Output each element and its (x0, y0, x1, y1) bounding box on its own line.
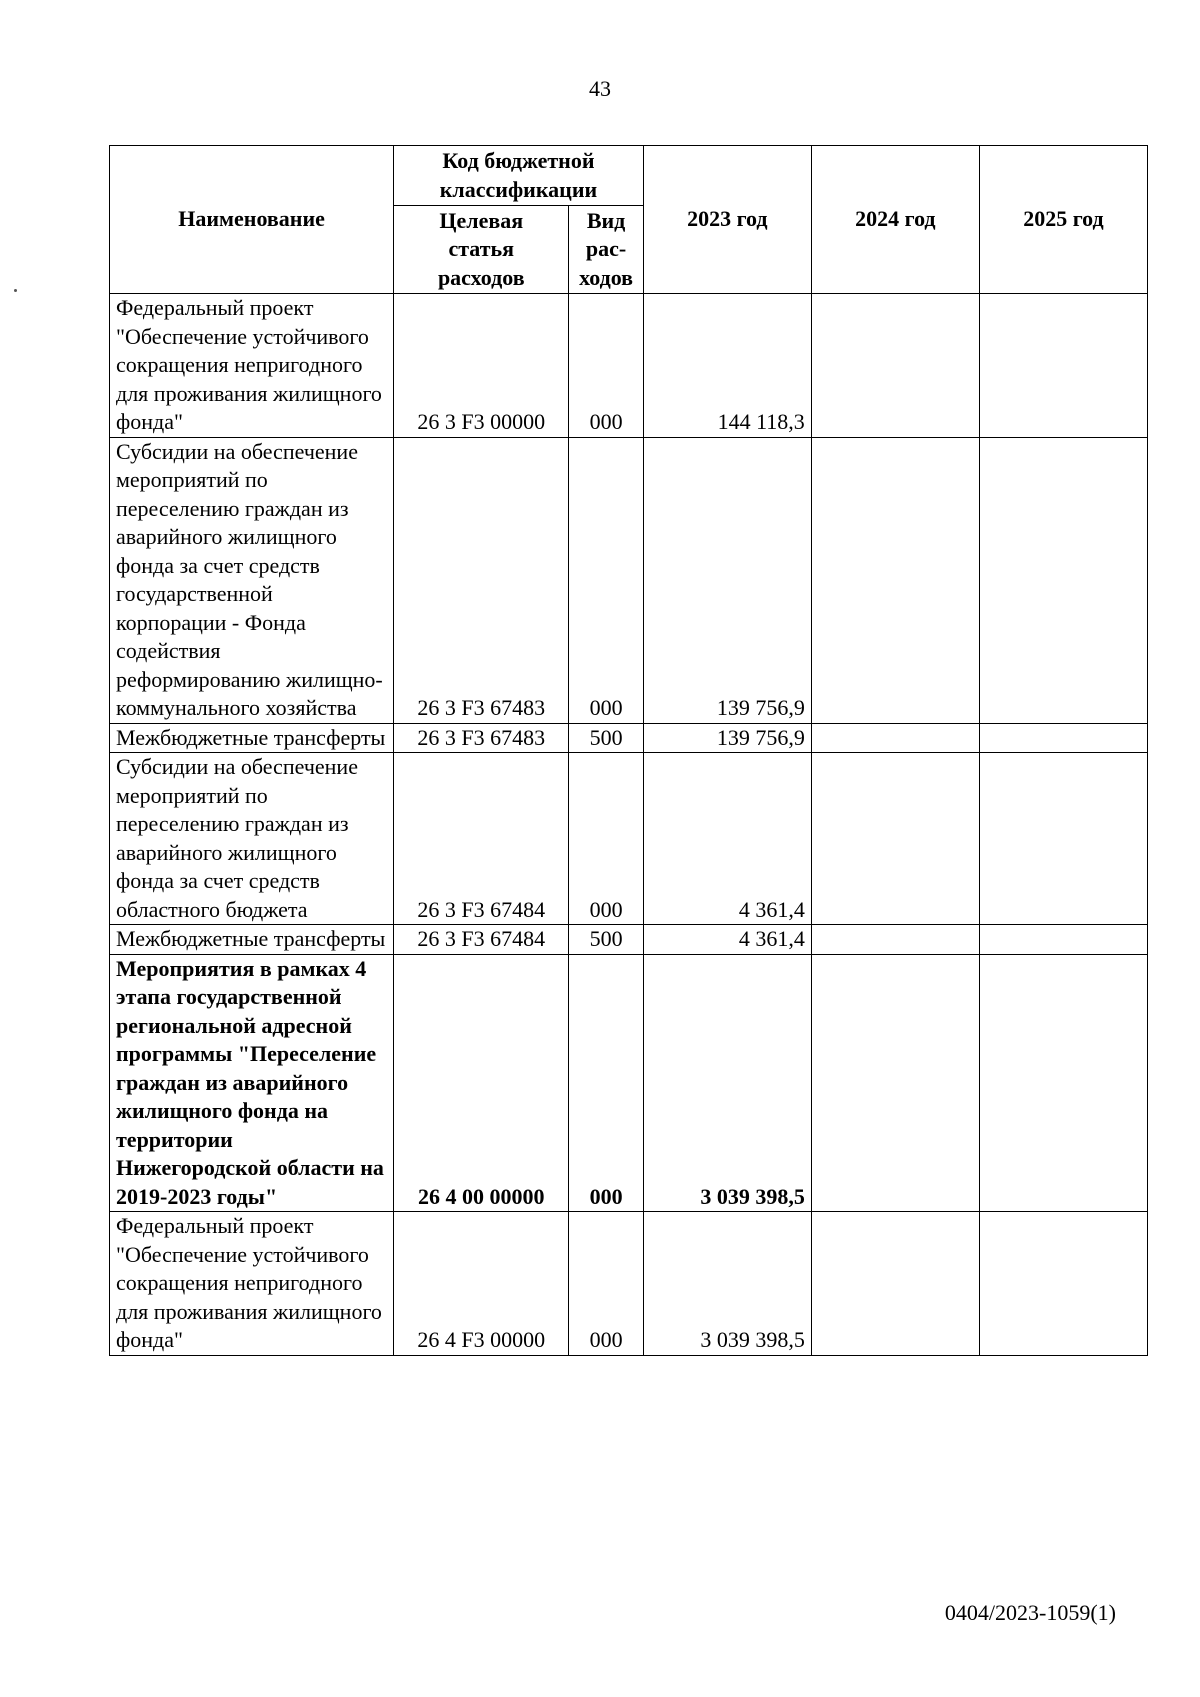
header-kind: Вид рас-ходов (569, 206, 643, 294)
header-kbk: Код бюджетной классификации (394, 146, 644, 206)
row-code: 26 4 00 00000 (394, 954, 569, 1212)
row-code: 26 3 F3 67484 (394, 753, 569, 925)
row-code: 26 4 F3 00000 (394, 1212, 569, 1356)
row-2025 (979, 294, 1147, 438)
table-header (110, 146, 1148, 294)
table-row (110, 925, 1148, 955)
header-2024: 2024 год (811, 146, 979, 294)
row-code: 26 3 F3 67483 (394, 723, 569, 753)
row-2025 (979, 437, 1147, 723)
row-2023: 144 118,3 (643, 294, 811, 438)
row-2025 (979, 753, 1147, 925)
row-2024 (811, 954, 979, 1212)
row-kind: 000 (569, 954, 643, 1212)
row-name: Федеральный проект "Обеспечение устойчивого сокращения непригодного для проживания жилищного фонда" (110, 294, 394, 438)
header-2025: 2025 год (979, 146, 1147, 294)
row-2024 (811, 294, 979, 438)
row-2023: 4 361,4 (643, 753, 811, 925)
row-2025 (979, 1212, 1147, 1356)
scan-dot (14, 289, 17, 292)
row-2024 (811, 723, 979, 753)
row-2024 (811, 925, 979, 955)
table-row (110, 437, 1148, 723)
row-code: 26 3 F3 67484 (394, 925, 569, 955)
table-row (110, 1212, 1148, 1356)
row-2023: 4 361,4 (643, 925, 811, 955)
row-2023: 139 756,9 (643, 437, 811, 723)
row-kind: 500 (569, 723, 643, 753)
row-kind: 000 (569, 1212, 643, 1356)
table-row (110, 753, 1148, 925)
row-kind: 000 (569, 753, 643, 925)
row-name: Субсидии на обеспечение мероприятий по переселению граждан из аварийного жилищного фонда за счет средств государственной корпорации - Фонда содействия реформированию жилищно-коммунального хозяйства (110, 437, 394, 723)
header-name: Наименование (110, 146, 394, 294)
row-2023: 3 039 398,5 (643, 1212, 811, 1356)
row-name: Межбюджетные трансферты (110, 925, 394, 955)
row-2023: 3 039 398,5 (643, 954, 811, 1212)
row-2024 (811, 753, 979, 925)
row-name: Субсидии на обеспечение мероприятий по переселению граждан из аварийного жилищного фонда за счет средств областного бюджета (110, 753, 394, 925)
row-2025 (979, 925, 1147, 955)
row-name: Межбюджетные трансферты (110, 723, 394, 753)
header-target: Целевая статья расходов (394, 206, 569, 294)
budget-table (109, 145, 1148, 1356)
document-id: 0404/2023-1059(1) (944, 1600, 1116, 1625)
table-body (110, 294, 1148, 1356)
row-name: Мероприятия в рамках 4 этапа государственной региональной адресной программы "Переселение граждан из аварийного жилищного фонда на территории Нижегородской области на 2019-2023 годы" (110, 954, 394, 1212)
row-code: 26 3 F3 67483 (394, 437, 569, 723)
row-2025 (979, 723, 1147, 753)
row-kind: 500 (569, 925, 643, 955)
row-kind: 000 (569, 437, 643, 723)
row-kind: 000 (569, 294, 643, 438)
row-2025 (979, 954, 1147, 1212)
row-name: Федеральный проект "Обеспечение устойчивого сокращения непригодного для проживания жилищного фонда" (110, 1212, 394, 1356)
page-number: 43 (589, 76, 611, 101)
row-2023: 139 756,9 (643, 723, 811, 753)
table-row (110, 954, 1148, 1212)
table-row (110, 723, 1148, 753)
table-row (110, 294, 1148, 438)
row-code: 26 3 F3 00000 (394, 294, 569, 438)
row-2024 (811, 437, 979, 723)
header-2023: 2023 год (643, 146, 811, 294)
row-2024 (811, 1212, 979, 1356)
